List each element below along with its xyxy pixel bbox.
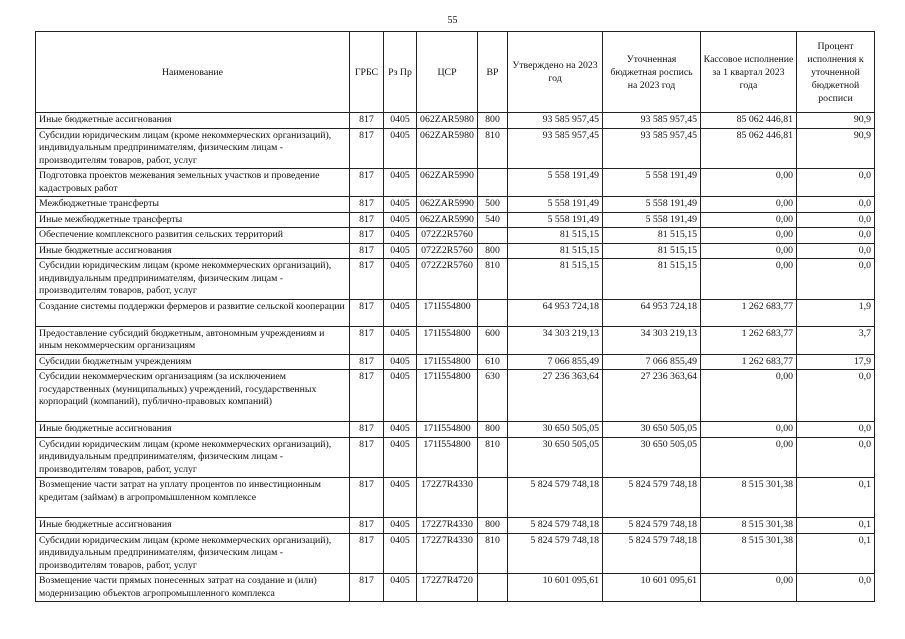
cell-vr: 540: [478, 212, 508, 228]
cell-vr: [478, 574, 508, 602]
cell-vr: [478, 228, 508, 244]
table-row: [36, 113, 875, 129]
cell-percent: 0,0: [797, 243, 875, 259]
cell-csr: 172Z7R4330: [417, 518, 478, 534]
cell-grbs: 817: [350, 212, 384, 228]
cell-name: Предоставление субсидий бюджетным, автономным учреждениям и иным некоммерческим организациям: [36, 326, 350, 354]
cell-csr: 062ZAR5990: [417, 169, 478, 197]
table-row: [36, 478, 875, 518]
cell-refined: 27 236 363,64: [603, 370, 701, 422]
cell-rzpr: 0405: [384, 113, 417, 129]
cell-grbs: 817: [350, 128, 384, 169]
cell-name: Обеспечение комплексного развития сельских территорий: [36, 228, 350, 244]
cell-name: Субсидии юридическим лицам (кроме некоммерческих организаций), индивидуальным предпринимателям, физическим лицам - производителям товаров, работ, услуг: [36, 533, 350, 574]
cell-vr: 610: [478, 354, 508, 370]
table-row: [36, 518, 875, 534]
cell-approved: 27 236 363,64: [508, 370, 603, 422]
cell-grbs: 817: [350, 113, 384, 129]
cell-vr: 810: [478, 437, 508, 478]
table-row: [36, 533, 875, 574]
cell-approved: 5 558 191,49: [508, 169, 603, 197]
cell-cash: 0,00: [701, 228, 797, 244]
cell-refined: 5 558 191,49: [603, 169, 701, 197]
cell-csr: 072Z2R5760: [417, 228, 478, 244]
cell-rzpr: 0405: [384, 197, 417, 213]
cell-refined: 81 515,15: [603, 243, 701, 259]
cell-vr: 630: [478, 370, 508, 422]
cell-name: Возмещение части затрат на уплату процентов по инвестиционным кредитам (займам) в агропромышленном комплексе: [36, 478, 350, 518]
cell-grbs: 817: [350, 259, 384, 300]
cell-grbs: 817: [350, 228, 384, 244]
cell-grbs: 817: [350, 518, 384, 534]
cell-csr: 171I554800: [417, 437, 478, 478]
cell-cash: 0,00: [701, 370, 797, 422]
header-refined: Уточненная бюджетная роспись на 2023 год: [603, 32, 701, 113]
table-row: [36, 370, 875, 422]
cell-refined: 81 515,15: [603, 259, 701, 300]
cell-percent: 17,9: [797, 354, 875, 370]
cell-refined: 34 303 219,13: [603, 326, 701, 354]
cell-csr: 062ZAR5990: [417, 212, 478, 228]
cell-percent: 0,0: [797, 169, 875, 197]
cell-approved: 93 585 957,45: [508, 113, 603, 129]
cell-name: Субсидии юридическим лицам (кроме некоммерческих организаций), индивидуальным предпринимателям, физическим лицам - производителям товаров, работ, услуг: [36, 437, 350, 478]
cell-vr: [478, 299, 508, 326]
header-rzpr: Рз Пр: [384, 32, 417, 113]
cell-grbs: 817: [350, 326, 384, 354]
cell-cash: 1 262 683,77: [701, 354, 797, 370]
cell-grbs: 817: [350, 169, 384, 197]
cell-percent: 0,1: [797, 478, 875, 518]
cell-approved: 34 303 219,13: [508, 326, 603, 354]
cell-approved: 30 650 505,05: [508, 422, 603, 438]
cell-csr: 172Z7R4330: [417, 533, 478, 574]
cell-cash: 8 515 301,38: [701, 478, 797, 518]
cell-grbs: 817: [350, 243, 384, 259]
header-name: Наименование: [36, 32, 350, 113]
cell-refined: 81 515,15: [603, 228, 701, 244]
cell-refined: 30 650 505,05: [603, 437, 701, 478]
cell-grbs: 817: [350, 370, 384, 422]
cell-vr: [478, 478, 508, 518]
table-row: [36, 422, 875, 438]
cell-name: Подготовка проектов межевания земельных участков и проведение кадастровых работ: [36, 169, 350, 197]
table-row: [36, 128, 875, 169]
cell-csr: 171I554800: [417, 422, 478, 438]
cell-vr: 500: [478, 197, 508, 213]
table-row: [36, 228, 875, 244]
cell-vr: 800: [478, 422, 508, 438]
cell-approved: 30 650 505,05: [508, 437, 603, 478]
cell-percent: 0,1: [797, 518, 875, 534]
cell-cash: 8 515 301,38: [701, 518, 797, 534]
cell-vr: 810: [478, 128, 508, 169]
cell-grbs: 817: [350, 437, 384, 478]
cell-approved: 7 066 855,49: [508, 354, 603, 370]
cell-cash: 85 062 446,81: [701, 128, 797, 169]
cell-name: Субсидии некоммерческим организациям (за исключением государственных (муниципальных) учреждений, государственных корпораций (компаний), публично-правовых компаний): [36, 370, 350, 422]
cell-approved: 64 953 724,18: [508, 299, 603, 326]
cell-name: Иные бюджетные ассигнования: [36, 422, 350, 438]
cell-percent: 0,0: [797, 228, 875, 244]
cell-refined: 5 824 579 748,18: [603, 478, 701, 518]
header-vr: ВР: [478, 32, 508, 113]
table-row: [36, 299, 875, 326]
cell-vr: 810: [478, 259, 508, 300]
cell-grbs: 817: [350, 299, 384, 326]
cell-percent: 0,1: [797, 533, 875, 574]
cell-cash: 0,00: [701, 243, 797, 259]
cell-name: Возмещение части прямых понесенных затрат на создание и (или) модернизацию объектов агропромышленного комплекса: [36, 574, 350, 602]
cell-rzpr: 0405: [384, 437, 417, 478]
cell-rzpr: 0405: [384, 574, 417, 602]
cell-refined: 5 824 579 748,18: [603, 518, 701, 534]
cell-csr: 171I554800: [417, 299, 478, 326]
cell-refined: 5 824 579 748,18: [603, 533, 701, 574]
cell-name: Иные бюджетные ассигнования: [36, 518, 350, 534]
cell-refined: 93 585 957,45: [603, 128, 701, 169]
cell-approved: 5 824 579 748,18: [508, 518, 603, 534]
cell-rzpr: 0405: [384, 518, 417, 534]
budget-execution-table: [35, 31, 875, 602]
cell-cash: 85 062 446,81: [701, 113, 797, 129]
cell-approved: 5 558 191,49: [508, 197, 603, 213]
cell-cash: 0,00: [701, 422, 797, 438]
cell-csr: 062ZAR5980: [417, 113, 478, 129]
cell-cash: 0,00: [701, 212, 797, 228]
cell-approved: 5 824 579 748,18: [508, 478, 603, 518]
cell-name: Иные бюджетные ассигнования: [36, 243, 350, 259]
cell-rzpr: 0405: [384, 212, 417, 228]
cell-grbs: 817: [350, 533, 384, 574]
cell-rzpr: 0405: [384, 422, 417, 438]
cell-vr: 800: [478, 518, 508, 534]
page-number: 55: [447, 15, 458, 26]
cell-percent: 90,9: [797, 128, 875, 169]
cell-percent: 0,0: [797, 437, 875, 478]
cell-vr: 600: [478, 326, 508, 354]
header-approved: Утверждено на 2023 год: [508, 32, 603, 113]
cell-rzpr: 0405: [384, 370, 417, 422]
cell-cash: 0,00: [701, 259, 797, 300]
cell-rzpr: 0405: [384, 478, 417, 518]
cell-approved: 81 515,15: [508, 259, 603, 300]
header-csr: ЦСР: [417, 32, 478, 113]
header-cash: Кассовое исполнение за 1 квартал 2023 года: [701, 32, 797, 113]
cell-name: Субсидии юридическим лицам (кроме некоммерческих организаций), индивидуальным предпринимателям, физическим лицам - производителям товаров, работ, услуг: [36, 128, 350, 169]
cell-csr: 062ZAR5990: [417, 197, 478, 213]
cell-percent: 90,9: [797, 113, 875, 129]
table-row: [36, 574, 875, 602]
cell-percent: 0,0: [797, 197, 875, 213]
cell-csr: 172Z7R4330: [417, 478, 478, 518]
cell-percent: 0,0: [797, 422, 875, 438]
table-row: [36, 259, 875, 300]
cell-refined: 5 558 191,49: [603, 197, 701, 213]
cell-rzpr: 0405: [384, 354, 417, 370]
cell-refined: 64 953 724,18: [603, 299, 701, 326]
cell-cash: 8 515 301,38: [701, 533, 797, 574]
cell-grbs: 817: [350, 574, 384, 602]
cell-grbs: 817: [350, 478, 384, 518]
header-percent: Процент исполнения к уточненной бюджетной росписи: [797, 32, 875, 113]
cell-rzpr: 0405: [384, 259, 417, 300]
cell-cash: 1 262 683,77: [701, 299, 797, 326]
table-row: [36, 354, 875, 370]
cell-vr: [478, 169, 508, 197]
cell-vr: 800: [478, 243, 508, 259]
cell-csr: 171I554800: [417, 370, 478, 422]
cell-percent: 0,0: [797, 574, 875, 602]
cell-name: Субсидии бюджетным учреждениям: [36, 354, 350, 370]
cell-csr: 172Z7R4720: [417, 574, 478, 602]
header-grbs: ГРБС: [350, 32, 384, 113]
table-row: [36, 437, 875, 478]
cell-rzpr: 0405: [384, 169, 417, 197]
cell-name: Субсидии юридическим лицам (кроме некоммерческих организаций), индивидуальным предпринимателям, физическим лицам - производителям товаров, работ, услуг: [36, 259, 350, 300]
cell-name: Создание системы поддержки фермеров и развитие сельской кооперации: [36, 299, 350, 326]
cell-approved: 10 601 095,61: [508, 574, 603, 602]
cell-grbs: 817: [350, 422, 384, 438]
cell-vr: 800: [478, 113, 508, 129]
cell-csr: 171I554800: [417, 326, 478, 354]
cell-percent: 0,0: [797, 212, 875, 228]
table-row: [36, 197, 875, 213]
cell-csr: 072Z2R5760: [417, 243, 478, 259]
cell-name: Иные бюджетные ассигнования: [36, 113, 350, 129]
cell-cash: 1 262 683,77: [701, 326, 797, 354]
cell-approved: 5 558 191,49: [508, 212, 603, 228]
cell-refined: 93 585 957,45: [603, 113, 701, 129]
table-row: [36, 212, 875, 228]
cell-percent: 1,9: [797, 299, 875, 326]
cell-csr: 171I554800: [417, 354, 478, 370]
cell-refined: 30 650 505,05: [603, 422, 701, 438]
table-row: [36, 169, 875, 197]
cell-cash: 0,00: [701, 574, 797, 602]
cell-approved: 5 824 579 748,18: [508, 533, 603, 574]
cell-csr: 062ZAR5980: [417, 128, 478, 169]
cell-cash: 0,00: [701, 169, 797, 197]
cell-approved: 81 515,15: [508, 228, 603, 244]
cell-cash: 0,00: [701, 197, 797, 213]
cell-refined: 5 558 191,49: [603, 212, 701, 228]
cell-rzpr: 0405: [384, 243, 417, 259]
cell-rzpr: 0405: [384, 228, 417, 244]
cell-rzpr: 0405: [384, 326, 417, 354]
cell-grbs: 817: [350, 197, 384, 213]
cell-approved: 81 515,15: [508, 243, 603, 259]
cell-csr: 072Z2R5760: [417, 259, 478, 300]
table-row: [36, 243, 875, 259]
cell-cash: 0,00: [701, 437, 797, 478]
cell-approved: 93 585 957,45: [508, 128, 603, 169]
cell-name: Межбюджетные трансферты: [36, 197, 350, 213]
cell-rzpr: 0405: [384, 533, 417, 574]
table-header-row: [36, 32, 875, 113]
cell-grbs: 817: [350, 354, 384, 370]
cell-rzpr: 0405: [384, 299, 417, 326]
cell-percent: 0,0: [797, 370, 875, 422]
cell-percent: 0,0: [797, 259, 875, 300]
cell-vr: 810: [478, 533, 508, 574]
cell-percent: 3,7: [797, 326, 875, 354]
cell-refined: 7 066 855,49: [603, 354, 701, 370]
cell-refined: 10 601 095,61: [603, 574, 701, 602]
cell-name: Иные межбюджетные трансферты: [36, 212, 350, 228]
table-row: [36, 326, 875, 354]
cell-rzpr: 0405: [384, 128, 417, 169]
